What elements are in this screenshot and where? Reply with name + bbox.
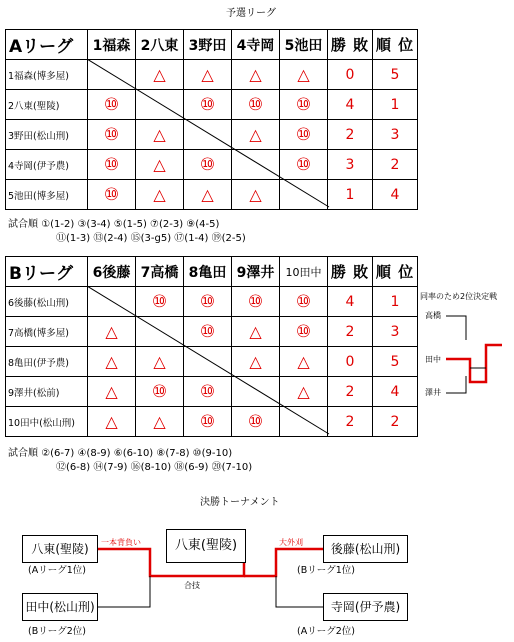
- loss-mark: △: [105, 412, 118, 431]
- player-name: 8亀田(伊予農): [6, 347, 88, 377]
- league-b-order-line2: ⑫(6-8) ⑭(7-9) ⑯(8-10) ⑱(6-9) ⑳(7-10): [56, 462, 253, 473]
- league-a-col-1: 1福森: [88, 30, 136, 60]
- league-b-col-5: 10田中: [280, 257, 328, 287]
- win-mark: ⑩: [199, 381, 216, 402]
- tiebreak-bracket: [420, 310, 514, 406]
- tiebreak-player-2: 田中: [425, 355, 441, 364]
- win-mark: ⑩: [199, 411, 216, 432]
- league-a-col-3: 3野田: [184, 30, 232, 60]
- wins-value: 2: [328, 120, 373, 150]
- win-mark: ⑩: [151, 381, 168, 402]
- player-name: 3野田(松山刑): [6, 120, 88, 150]
- player-name: 2八東(聖陵): [6, 90, 88, 120]
- rank-value: 5: [373, 347, 418, 377]
- player-name: 7高橋(博多屋): [6, 317, 88, 347]
- final-right-top-name: 後藤(松山刑): [330, 542, 401, 556]
- wins-value: 4: [328, 287, 373, 317]
- league-a-col-4: 4寺岡: [232, 30, 280, 60]
- loss-mark: △: [249, 185, 262, 204]
- loss-mark: △: [153, 65, 166, 84]
- league-b-diagonal: [87, 286, 331, 436]
- win-mark: ⑩: [247, 94, 264, 115]
- loss-mark: △: [153, 185, 166, 204]
- tiebreak-player-3: 澤井: [425, 388, 441, 397]
- final-label-center: 合技: [184, 581, 200, 590]
- league-b-name: Bリーグ: [6, 257, 88, 287]
- player-name: 5池田(博多屋): [6, 180, 88, 210]
- rank-value: 5: [373, 60, 418, 90]
- wins-value: 0: [328, 347, 373, 377]
- rank-value: 4: [373, 180, 418, 210]
- final-left-bottom-sub: (Bリーグ2位): [28, 626, 86, 637]
- league-a-diagonal: [87, 59, 331, 209]
- rank-value: 1: [373, 90, 418, 120]
- wins-value: 3: [328, 150, 373, 180]
- final-champion-box: [166, 529, 246, 563]
- rank-value: 2: [373, 150, 418, 180]
- final-left-top-name: 八東(聖陵): [31, 542, 89, 556]
- league-b-rank-header: 順 位: [373, 257, 418, 287]
- final-label-right: 大外刈: [279, 538, 303, 547]
- final-label-left: 一本背負い: [101, 538, 141, 547]
- final-left-bottom-box: [22, 593, 98, 621]
- wins-value: 2: [328, 377, 373, 407]
- win-mark: ⑩: [247, 411, 264, 432]
- page-title: 予選リーグ: [226, 8, 276, 19]
- wins-value: 2: [328, 317, 373, 347]
- league-a-col-5: 5池田: [280, 30, 328, 60]
- rank-value: 2: [373, 407, 418, 437]
- win-mark: ⑩: [295, 94, 312, 115]
- league-b-order-line1: ②(6-7) ④(8-9) ⑥(6-10) ⑧(7-8) ⑩(9-10): [41, 448, 233, 459]
- loss-mark: △: [297, 382, 310, 401]
- win-mark: ⑩: [103, 124, 120, 145]
- rank-value: 3: [373, 317, 418, 347]
- final-left-top-box: [22, 535, 98, 563]
- win-mark: ⑩: [247, 291, 264, 312]
- league-a-order-label: 試合順: [8, 219, 38, 230]
- league-a-name: Aリーグ: [6, 30, 88, 60]
- win-mark: ⑩: [295, 124, 312, 145]
- player-name: 9澤井(松前): [6, 377, 88, 407]
- final-champion-name: 八東(聖陵): [174, 538, 238, 553]
- player-name: 4寺岡(伊予農): [6, 150, 88, 180]
- player-name: 10田中(松山刑): [6, 407, 88, 437]
- win-mark: ⑩: [199, 94, 216, 115]
- loss-mark: △: [105, 382, 118, 401]
- league-a-order: [8, 218, 219, 232]
- league-b-col-3: 8亀田: [184, 257, 232, 287]
- final-right-top-sub: (Bリーグ1位): [297, 565, 355, 576]
- loss-mark: △: [201, 185, 214, 204]
- loss-mark: △: [153, 352, 166, 371]
- league-a-order-line1: ①(1-2) ③(3-4) ⑤(1-5) ⑦(2-3) ⑨(4-5): [41, 219, 220, 230]
- loss-mark: △: [105, 322, 118, 341]
- loss-mark: △: [153, 412, 166, 431]
- loss-mark: △: [153, 155, 166, 174]
- league-b-col-1: 6後藤: [88, 257, 136, 287]
- final-title: 決勝トーナメント: [200, 497, 280, 508]
- wins-value: 4: [328, 90, 373, 120]
- rank-value: 4: [373, 377, 418, 407]
- loss-mark: △: [297, 352, 310, 371]
- win-mark: ⑩: [199, 154, 216, 175]
- win-mark: ⑩: [199, 321, 216, 342]
- player-name: 6後藤(松山刑): [6, 287, 88, 317]
- loss-mark: △: [201, 65, 214, 84]
- win-mark: ⑩: [295, 321, 312, 342]
- win-mark: ⑩: [103, 94, 120, 115]
- wins-value: 0: [328, 60, 373, 90]
- league-a-rank-header: 順 位: [373, 30, 418, 60]
- win-mark: ⑩: [151, 291, 168, 312]
- win-mark: ⑩: [295, 154, 312, 175]
- rank-value: 3: [373, 120, 418, 150]
- win-mark: ⑩: [295, 291, 312, 312]
- tiebreak-player-1: 高橋: [425, 311, 441, 320]
- tiebreak-title: 同率のため2位決定戦: [420, 292, 498, 301]
- loss-mark: △: [249, 352, 262, 371]
- final-left-bottom-name: 田中(松山刑): [25, 600, 95, 614]
- win-mark: ⑩: [103, 184, 120, 205]
- league-a-col-2: 2八東: [136, 30, 184, 60]
- final-left-top-sub: (Aリーグ1位): [28, 565, 86, 576]
- loss-mark: △: [297, 65, 310, 84]
- win-mark: ⑩: [103, 154, 120, 175]
- final-right-top-box: [323, 535, 408, 563]
- league-b-col-2: 7高橋: [136, 257, 184, 287]
- loss-mark: △: [249, 65, 262, 84]
- rank-value: 1: [373, 287, 418, 317]
- loss-mark: △: [153, 125, 166, 144]
- league-a-order-line2: ⑪(1-3) ⑬(2-4) ⑮(3-g5) ⑰(1-4) ⑲(2-5): [56, 233, 246, 244]
- loss-mark: △: [249, 125, 262, 144]
- league-b-wins-header: 勝 敗: [328, 257, 373, 287]
- player-name: 1福森(博多屋): [6, 60, 88, 90]
- win-mark: ⑩: [199, 291, 216, 312]
- final-right-bottom-box: [323, 593, 408, 621]
- loss-mark: △: [249, 322, 262, 341]
- loss-mark: △: [105, 352, 118, 371]
- final-right-bottom-sub: (Aリーグ2位): [297, 626, 355, 637]
- league-a-wins-header: 勝 敗: [328, 30, 373, 60]
- final-right-bottom-name: 寺岡(伊予農): [330, 600, 401, 614]
- wins-value: 2: [328, 407, 373, 437]
- league-b-order-label: 試合順: [8, 448, 38, 459]
- wins-value: 1: [328, 180, 373, 210]
- league-b-order: [8, 447, 232, 461]
- league-b-col-4: 9澤井: [232, 257, 280, 287]
